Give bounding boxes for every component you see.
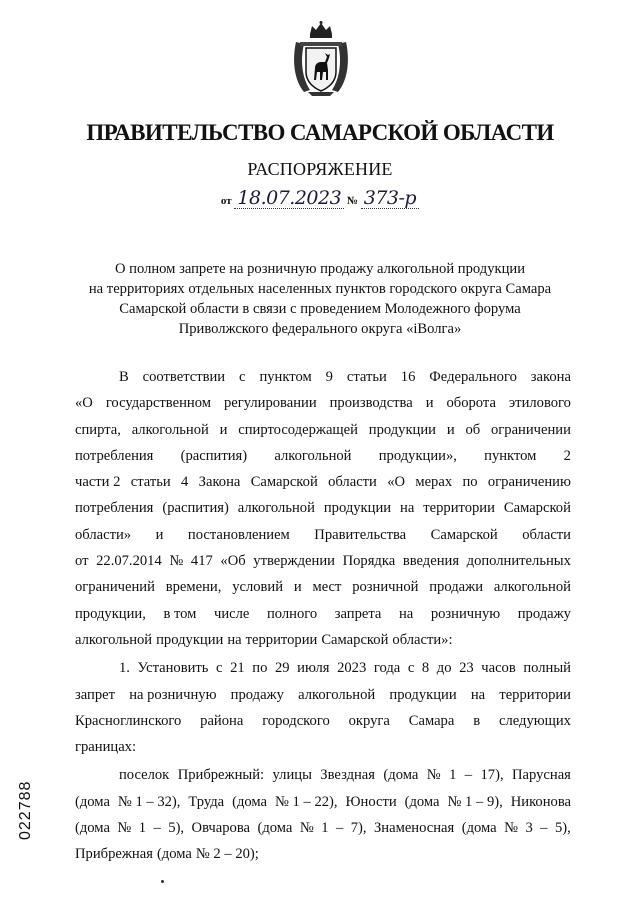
body-line: [75, 417, 571, 443]
body-word: (дома: [75, 820, 110, 837]
body-word: Красноглинского: [75, 712, 182, 729]
body-word: –: [335, 820, 344, 837]
body-word: года: [373, 660, 401, 677]
body-line: [75, 841, 571, 867]
body-line: [75, 495, 571, 521]
body-word: №: [169, 553, 184, 570]
body-word: статьи: [346, 369, 387, 385]
body-word: пунктом: [259, 369, 312, 385]
government-title: ПРАВИТЕЛЬСТВО САМАРСКОЙ ОБЛАСТИ: [86, 120, 554, 145]
samara-coat-of-arms-icon: [290, 20, 352, 98]
body-word: на: [398, 605, 414, 622]
body-word: продукции: [389, 686, 457, 703]
body-word: (дома: [257, 820, 293, 837]
body-word: –: [540, 820, 548, 837]
body-word: №: [426, 767, 441, 784]
page-mark: [161, 880, 164, 883]
serial-number: 022788: [17, 780, 34, 840]
body-word: регулировании: [223, 395, 317, 412]
body-word: территории: [245, 631, 318, 648]
body-word: с: [407, 660, 415, 677]
body-word: статьи: [130, 474, 171, 491]
body-line: [75, 708, 571, 734]
body-word: и: [446, 421, 455, 438]
body-word: территории: [499, 686, 571, 703]
document-subject: [70, 259, 570, 339]
body-line: [75, 682, 571, 708]
body-word: городского: [262, 712, 330, 729]
body-word: пунктом: [484, 447, 537, 464]
body-word: об: [465, 421, 481, 438]
body-word: и: [155, 526, 164, 543]
body-word: до: [436, 660, 452, 677]
body-word: по: [462, 474, 478, 491]
body-word: розничной: [352, 579, 419, 596]
body-word: «О: [75, 395, 93, 412]
body-word: производства: [329, 395, 413, 412]
body-word: Звездная: [320, 767, 375, 784]
body-word: продукции,: [75, 605, 146, 622]
body-line: [75, 522, 571, 548]
date-number-line: [0, 188, 640, 209]
body-word: –: [464, 767, 473, 784]
body-word: улицы: [272, 767, 312, 784]
body-word: (дома: [156, 846, 192, 863]
body-line: [75, 762, 571, 788]
document-number: 373-р: [361, 188, 419, 209]
body-word: Овчарова: [191, 820, 250, 837]
body-line: [75, 548, 571, 574]
document-body: [75, 364, 571, 868]
body-word: государственном: [105, 395, 211, 412]
body-word: (дома: [75, 793, 110, 810]
body-word: полный: [523, 660, 571, 677]
body-word: (распития): [180, 447, 248, 464]
subject-line: на территориях отдельных населенных пунктов городского округа Самара: [88, 281, 552, 297]
body-word: утверждении: [253, 553, 335, 570]
body-word: условий: [232, 579, 284, 596]
body-word: постановлением: [187, 526, 290, 543]
body-line: [75, 815, 571, 841]
body-word: Установить: [137, 660, 209, 677]
body-word: 16: [400, 369, 416, 385]
body-word: продажу: [517, 605, 571, 622]
body-word: алкогольной: [75, 631, 153, 648]
body-word: с: [239, 369, 246, 385]
body-word: Самарской: [250, 474, 318, 491]
body-word: Никонова: [510, 793, 571, 810]
body-word: продукции: [368, 421, 436, 438]
number-prefix: №: [346, 195, 358, 207]
body-line: [75, 574, 571, 600]
body-word: 5),: [554, 820, 571, 837]
date-prefix: от: [220, 195, 232, 207]
body-line: [75, 443, 571, 469]
document-date: 18.07.2023: [234, 188, 344, 209]
body-word: области»: [75, 526, 132, 543]
body-word: № 1 – 22),: [274, 793, 338, 810]
body-word: следующих: [498, 712, 571, 729]
body-word: этилового: [508, 395, 571, 412]
body-word: 7),: [350, 820, 367, 837]
body-word: продукции: [323, 500, 392, 517]
body-word: 1: [138, 820, 147, 837]
body-word: 1: [449, 767, 457, 784]
body-word: времени,: [165, 579, 222, 596]
body-word: района: [200, 712, 244, 729]
body-word: потребления: [75, 447, 154, 464]
body-word: части 2: [75, 474, 121, 491]
body-line: [75, 601, 571, 627]
body-word: 23: [459, 660, 474, 677]
body-word: области: [328, 474, 377, 491]
body-word: 9: [325, 369, 333, 385]
body-word: спирта,: [75, 421, 121, 438]
body-word: (дома: [383, 767, 419, 784]
body-word: по: [252, 660, 268, 677]
body-word: алкогольной: [493, 579, 571, 596]
body-word: Прибрежная: [75, 846, 153, 863]
body-word: 3: [525, 820, 533, 837]
body-word: 22.07.2014: [96, 553, 162, 570]
body-line: [75, 364, 571, 390]
body-word: алкогольной: [298, 686, 376, 703]
body-word: «О: [387, 474, 406, 491]
body-word: Самара: [408, 712, 455, 729]
subject-line: Самарской области в связи с проведением Молодежного форума: [119, 301, 521, 317]
body-word: дополнительных: [466, 553, 571, 570]
body-word: соответствии: [142, 369, 226, 385]
body-word: и: [293, 579, 302, 596]
body-word: (дома: [232, 793, 268, 810]
body-word: июля: [297, 660, 330, 677]
body-word: территории: [423, 500, 495, 517]
body-word: на: [227, 631, 242, 648]
body-word: (распития): [162, 500, 229, 517]
body-word: №: [504, 820, 519, 837]
body-word: Парусная: [512, 767, 571, 784]
body-word: Труда: [188, 793, 225, 810]
body-word: Федерального: [429, 369, 517, 385]
body-word: введения: [402, 553, 460, 570]
body-word: 417: [190, 553, 213, 570]
body-word: области: [522, 526, 571, 543]
body-word: от: [75, 553, 89, 570]
body-word: Самарской: [503, 500, 571, 517]
body-word: полного: [266, 605, 318, 622]
body-word: 4: [181, 474, 189, 491]
body-word: Порядка: [342, 553, 396, 570]
body-line: [75, 390, 571, 416]
body-word: спиртосодержащей: [238, 421, 358, 438]
body-word: продажу: [230, 686, 284, 703]
body-word: оборота: [446, 395, 496, 412]
body-line: [75, 789, 571, 815]
body-word: № 1 – 9),: [447, 793, 503, 810]
body-word: 5),: [168, 820, 185, 837]
subject-line: Приволжского федерального округа «iВолга»: [178, 321, 462, 337]
body-line: [75, 627, 571, 653]
body-word: Самарской: [321, 631, 389, 648]
body-word: мерах: [415, 474, 453, 491]
body-word: продукции: [156, 631, 224, 648]
body-word: области»:: [392, 631, 453, 648]
body-word: потребления: [75, 500, 154, 517]
body-word: в том: [163, 605, 197, 622]
body-word: розничную: [430, 605, 501, 622]
body-word: 1.: [119, 660, 130, 677]
body-word: № 2 – 20);: [195, 846, 259, 863]
body-word: Закона: [198, 474, 241, 491]
body-word: Правительства: [314, 526, 407, 543]
body-word: запрета: [334, 605, 382, 622]
body-word: В: [119, 369, 129, 385]
body-word: 21: [230, 660, 245, 677]
body-line: [75, 734, 571, 760]
body-word: 1: [321, 820, 329, 837]
body-word: и: [425, 395, 434, 412]
body-word: округа: [348, 712, 390, 729]
body-word: 2: [563, 447, 571, 464]
body-word: «Об: [220, 553, 246, 570]
body-word: на розничную: [129, 686, 217, 703]
body-word: Знаменосная: [373, 820, 455, 837]
body-line: [75, 469, 571, 495]
body-word: запрет: [75, 686, 116, 703]
body-word: закона: [530, 369, 571, 385]
body-word: часов: [481, 660, 516, 677]
body-word: ограничению: [487, 474, 571, 491]
body-word: №: [299, 820, 314, 837]
body-word: Прибрежный:: [177, 767, 265, 784]
body-word: ограничений: [75, 579, 155, 596]
body-word: 17),: [480, 767, 504, 784]
body-word: алкогольной: [237, 500, 315, 517]
body-word: Юности: [345, 793, 397, 810]
body-word: границах:: [75, 739, 137, 756]
body-word: (дома: [404, 793, 440, 810]
body-word: продажи: [429, 579, 484, 596]
document-type: РАСПОРЯЖЕНИЕ: [247, 159, 393, 179]
body-line: [75, 655, 571, 681]
body-word: алкогольной: [274, 447, 352, 464]
body-word: на: [400, 500, 415, 517]
body-word: на: [470, 686, 486, 703]
body-word: мест: [312, 579, 342, 596]
body-word: в: [473, 712, 481, 729]
body-word: с: [216, 660, 223, 677]
body-word: ограничении: [490, 421, 571, 438]
body-word: и: [219, 421, 228, 438]
body-word: № 1 – 32),: [117, 793, 181, 810]
body-word: (дома: [461, 820, 497, 837]
subject-line: О полном запрете на розничную продажу алкогольной продукции: [114, 261, 526, 277]
body-word: продукции»,: [378, 447, 457, 464]
body-word: Самарской: [430, 526, 498, 543]
body-word: алкогольной: [131, 421, 209, 438]
body-word: 8: [421, 660, 430, 677]
body-word: поселок: [119, 767, 170, 784]
body-word: 29: [274, 660, 290, 677]
body-word: числе: [213, 605, 250, 622]
body-word: №: [117, 820, 132, 837]
body-word: –: [153, 820, 161, 837]
body-word: 2023: [337, 660, 367, 677]
